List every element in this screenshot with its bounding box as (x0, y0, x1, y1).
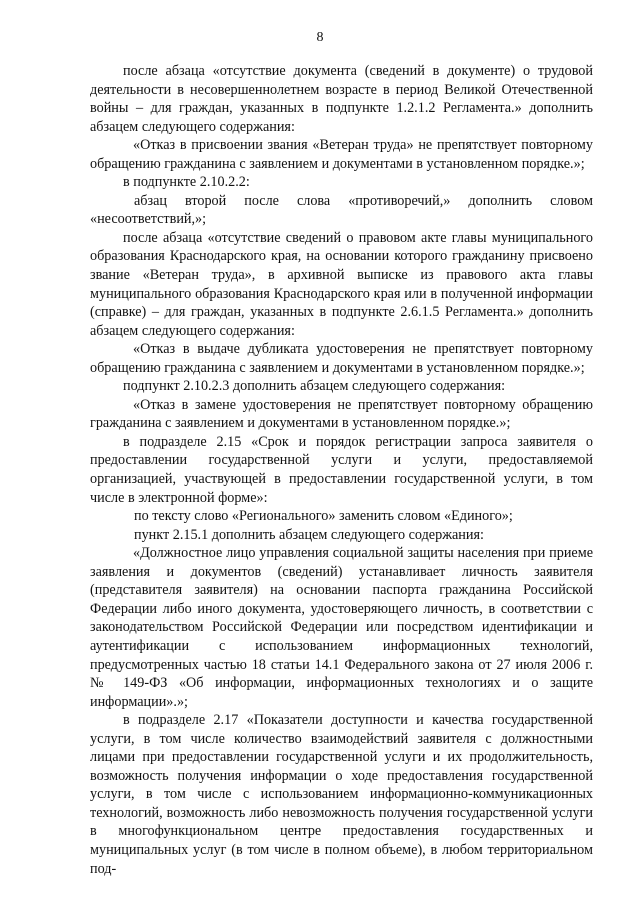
paragraph: подпункт 2.10.2.3 дополнить абзацем следующего содержания: (123, 378, 506, 395)
paragraph: в подразделе 2.15 «Срок и порядок регистрации запроса заявителя о предоставлении государственной услуги и услуги, предоставляемой организацией, участвующей в предоставлении государственной услуги, в том числе в электронной форме»: (90, 433, 593, 506)
paragraph: в подпункте 2.10.2.2: (123, 174, 250, 191)
paragraph: после абзаца «отсутствие документа (сведений в документе) о трудовой деятельности в несовершеннолетнем возрасте в период Великой Отечественной войны – для граждан, указанных в подпункте 1.2.1.2 Регламента.» дополнить абзацем следующего содержания: (90, 63, 593, 135)
paragraph: «Отказ в выдаче дубликата удостоверения не препятствует повторному обращению гражданина с заявлением и документами в установленном порядке.»; (90, 341, 593, 376)
page-number: 8 (316, 30, 324, 45)
paragraph: пункт 2.15.1 дополнить абзацем следующего содержания: (134, 526, 484, 543)
paragraph: после абзаца «отсутствие сведений о правовом акте главы муниципального образования Краснодарского края, на основании которого гражданину присвоено звание «Ветеран труда», в архивной выписке из правового акта главы муниципального образования Краснодарского края или в полученной информации (справке) – для граждан, указанных в подпункте 2.6.1.5 Регламента.» дополнить абзацем следующего содержания: (90, 229, 593, 339)
paragraph: по тексту слово «Регионального» заменить словом «Единого»; (134, 508, 513, 525)
document-body (90, 62, 593, 878)
paragraph: в подразделе 2.17 «Показатели доступности и качества государственной услуги, в том числе количество взаимодействий заявителя с должностными лицами при предоставлении государственной услуги и их продолжительность, возможность получения информации о ходе предоставления государственной услуги, в том числе с использованием информационно-коммуникационных технологий, возможность либо невозможность получения государственной услуги в многофункциональном центре предоставления государственных и муниципальных услуг (в том числе в полном объеме), в любом территориальном под- (90, 712, 593, 877)
paragraph: «Отказ в замене удостоверения не препятствует повторному обращению гражданина с заявлением и документами в установленном порядке.»; (90, 396, 593, 432)
paragraph: «Должностное лицо управления социальной защиты населения при приеме заявления и документов (сведений) устанавливает личность заявителя (представителя заявителя) на основании паспорта гражданина Российской Федерации либо иного документа, удостоверяющего личность, в соответствии с законодательством Российской Федерации или посредством идентификации и аутентификации с использованием информационных технологий, предусмотренных частью 18 статьи 14.1 Федерального закона от 27 июля 2006 г. № 149-ФЗ «Об информации, информационных технологиях и о защите информации».»; (90, 545, 593, 710)
paragraph: «Отказ в присвоении звания «Ветеран труда» не препятствует повторному обращению гражданина с заявлением и документами в установленном порядке.»; (90, 137, 593, 172)
paragraph: абзац второй после слова «противоречий,» дополнить словом «несоответствий,»; (90, 192, 593, 228)
